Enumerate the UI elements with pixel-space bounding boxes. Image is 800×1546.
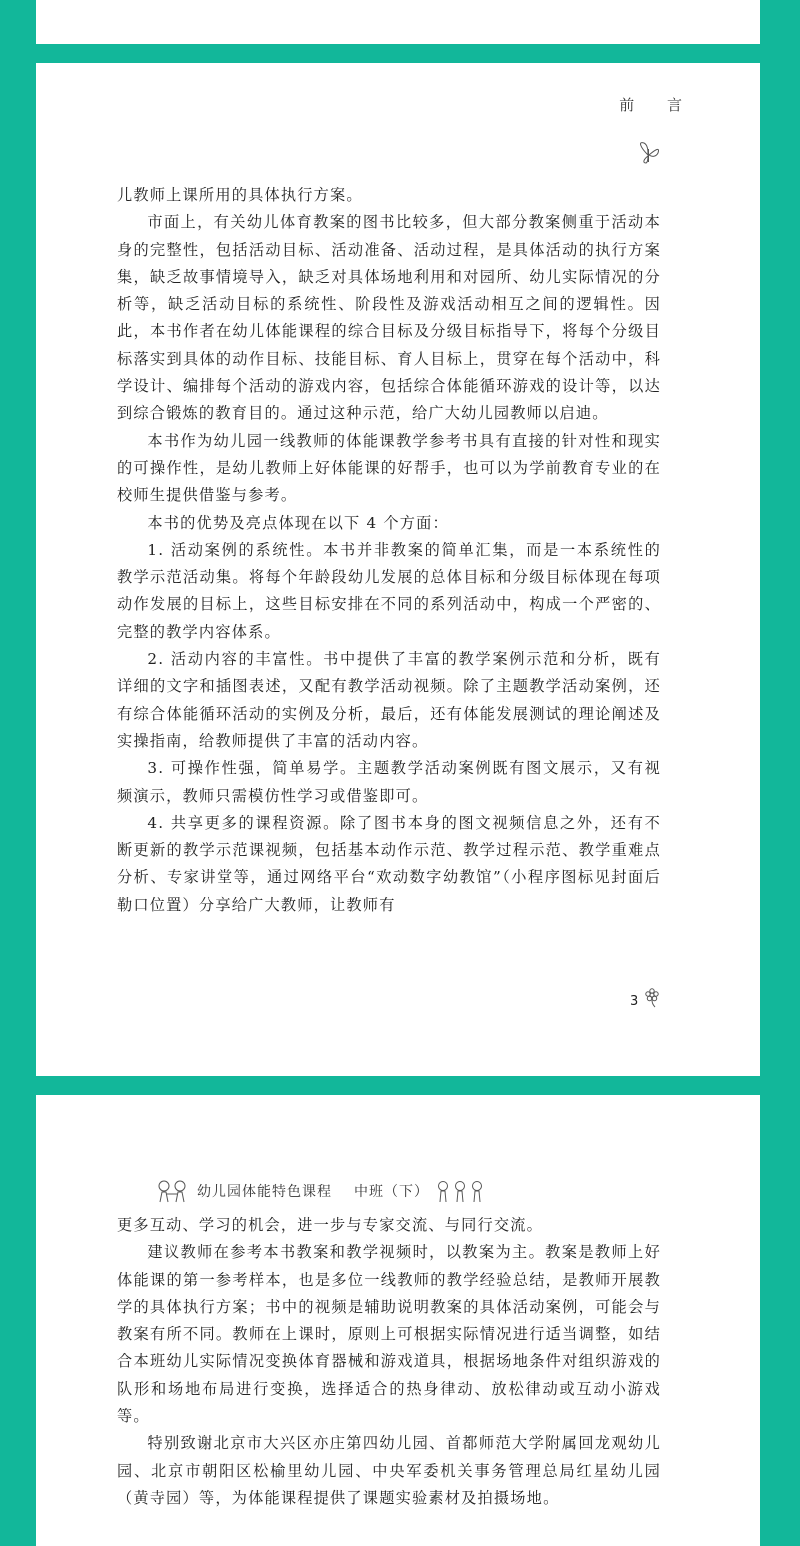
paragraph: 更多互动、学习的机会，进一步与专家交流、与同行交流。 — [117, 1216, 544, 1234]
paragraph: 本书作为幼儿园一线教师的体能课教学参考书具有直接的针对性和现实的可操作性，是幼儿教师上好体能课的好帮手，也可以为学前教育专业的在校师生提供借鉴与参考。 — [117, 431, 661, 505]
paragraph: 2. 活动内容的丰富性。书中提供了丰富的教学案例示范和分析，既有详细的文字和插图表述，又配有教学活动视频。除了主题教学活动案例，还有综合体能循环活动的实例及分析，最后，还有体能发展测试的理论阐述及实操指南，给教师提供了丰富的活动内容。 — [117, 650, 661, 750]
flower-icon — [643, 988, 661, 1008]
paragraph: 4. 共享更多的课程资源。除了图书本身的图文视频信息之外，还有不断更新的教学示范课视频，包括基本动作示范、教学过程示范、教学重难点分析、专家讲堂等，通过网络平台“欢动数字幼教馆”（小程序图标见封面后勒口位置）分享给广大教师，让教师有 — [117, 813, 661, 914]
paragraph: 建议教师在参考本书教案和教学视频时，以教案为主。教案是教师上好体能课的第一参考样本，也是多位一线教师的教学经验总结，是教师开展教学的具体执行方案；书中的视频是辅助说明教案的具体活动案例，可能会与教案有所不同。教师在上课时，原则上可根据实际情况进行适当调整，如结合本班幼儿实际情况变换体育器械和游戏道具，根据场地条件对组织游戏的队形和场地布局进行变换，选择适合的热身律动、放松律动或互动小游戏等。 — [117, 1243, 661, 1426]
paragraph: 本书的优势及亮点体现在以下 4 个方面： — [147, 513, 449, 532]
running-header-left — [155, 1179, 485, 1203]
paragraph: 儿教师上课所用的具体执行方案。 — [117, 186, 363, 204]
preface-text — [117, 182, 661, 919]
book-grade: 中班（下） — [354, 1184, 429, 1200]
butterfly-icon — [636, 137, 662, 167]
kids-icon — [435, 1179, 485, 1203]
page-number: 3 — [630, 994, 639, 1009]
kids-icon — [155, 1179, 191, 1203]
continued-text — [117, 1212, 661, 1512]
running-header-right: 前 言 — [619, 96, 696, 114]
book-title: 幼儿园体能特色课程 — [197, 1184, 332, 1200]
paragraph: 市面上，有关幼儿体育教案的图书比较多，但大部分教案侧重于活动本身的完整性，包括活动目标、活动准备、活动过程，是具体活动的执行方案集，缺乏故事情境导入，缺乏对具体场地利用和对园所、幼儿实际情况的分析等，缺乏活动目标的系统性、阶段性及游戏活动相互之间的逻辑性。因此，本书作者在幼儿体能课程的综合目标及分级目标指导下，将每个分级目标落实到具体的动作目标、技能目标、育人目标上，贯穿在每个活动中，科学设计、编排每个活动的游戏内容，包括综合体能循环游戏的设计等，以达到综合锻炼的教育目的。通过这种示范，给广大幼儿园教师以启迪。 — [117, 213, 661, 423]
previous-page-edge — [36, 0, 760, 44]
paragraph: 特别致谢北京市大兴区亦庄第四幼儿园、首都师范大学附属回龙观幼儿园、北京市朝阳区松榆里幼儿园、中央军委机关事务管理总局红星幼儿园（黄寺园）等，为体能课程提供了课题实验素材及拍摄场地。 — [117, 1434, 661, 1507]
paragraph: 1. 活动案例的系统性。本书并非教案的简单汇集，而是一本系统性的教学示范活动集。将每个年龄段幼儿发展的总体目标和分级目标体现在每项动作发展的目标上，这些目标安排在不同的系列活动中，构成一个严密的、完整的教学内容体系。 — [117, 540, 661, 641]
paragraph: 3. 可操作性强，简单易学。主题教学活动案例既有图文展示，又有视频演示，教师只需模仿性学习或借鉴即可。 — [117, 759, 661, 805]
